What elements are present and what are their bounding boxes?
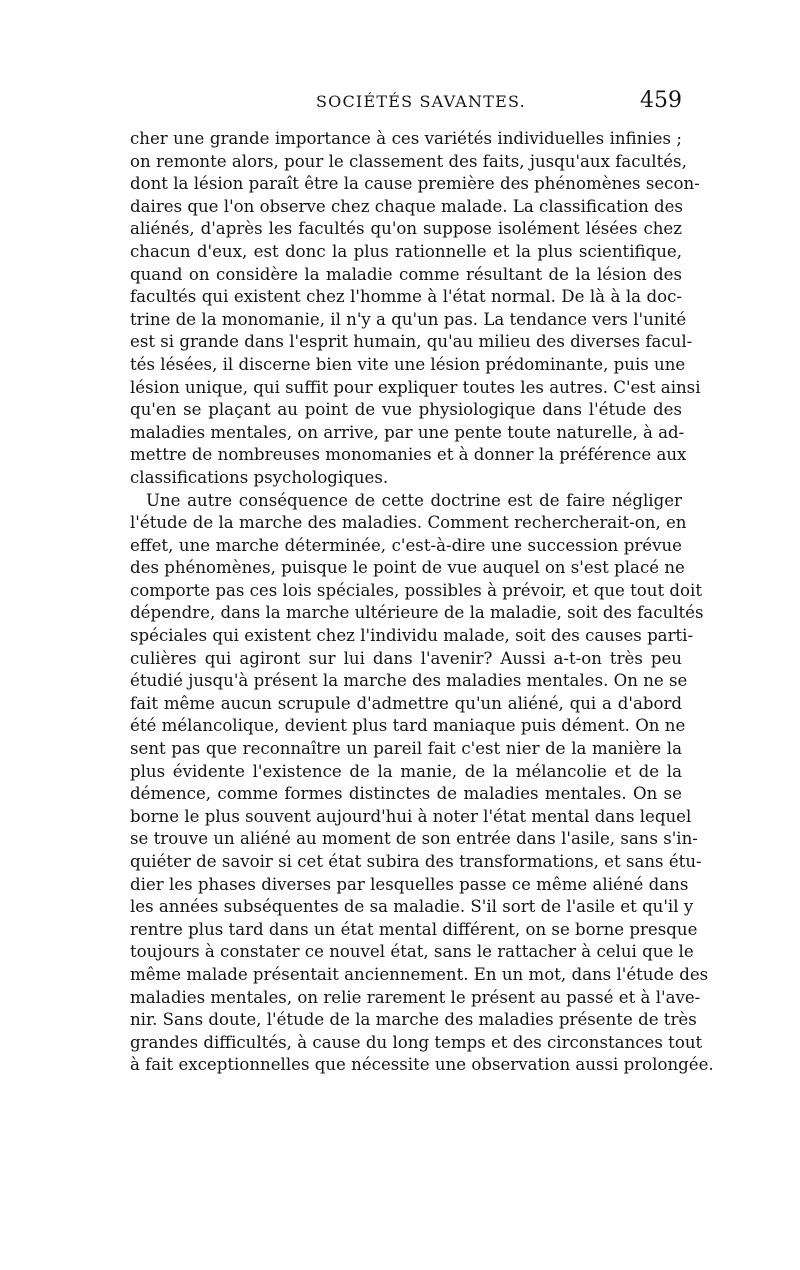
text-line: rentre plus tard dans un état mental différent, on se borne presque <box>130 919 698 939</box>
text-line: maladies mentales, on relie rarement le présent au passé et à l'ave- <box>130 987 701 1007</box>
text-line: des phénomènes, puisque le point de vue auquel on s'est placé ne <box>130 558 685 578</box>
text-line: dont la lésion paraît être la cause première des phénomènes secon- <box>130 174 700 194</box>
text-line: plus évidente l'existence de la manie, de la mélancolie et de la <box>130 761 682 781</box>
text-line: même malade présentait anciennement. En un mot, dans l'étude des <box>130 964 709 984</box>
text-line: on remonte alors, pour le classement des faits, jusqu'aux facultés, <box>130 151 687 171</box>
text-line: se trouve un aliéné au moment de son entrée dans l'asile, sans s'in- <box>130 829 698 849</box>
text-line: trine de la monomanie, il n'y a qu'un pas. La tendance vers l'unité <box>130 309 687 329</box>
paragraph-end-line: classifications psychologiques. <box>130 467 389 487</box>
text-line: aliénés, d'après les facultés qu'on suppose isolément lésées chez <box>130 219 682 239</box>
text-line: nir. Sans doute, l'étude de la marche des maladies présente de très <box>130 1010 697 1030</box>
text-line: dier les phases diverses par lesquelles passe ce même aliéné dans <box>130 874 689 894</box>
text-line: spéciales qui existent chez l'individu malade, soit des causes parti- <box>130 626 694 646</box>
text-line: étudié jusqu'à présent la marche des maladies mentales. On ne se <box>130 671 688 691</box>
text-line: borne le plus souvent aujourd'hui à noter l'état mental dans lequel <box>130 806 692 826</box>
text-line: les années subséquentes de sa maladie. S'il sort de l'asile et qu'il y <box>130 897 694 917</box>
text-line: l'étude de la marche des maladies. Comment rechercherait-on, en <box>130 513 687 533</box>
text-line: fait même aucun scrupule d'admettre qu'un aliéné, qui a d'abord <box>130 693 682 713</box>
text-line: été mélancolique, devient plus tard maniaque puis dément. On ne <box>130 716 686 736</box>
text-line: démence, comme formes distinctes de maladies mentales. On se <box>130 784 682 804</box>
running-head: SOCIÉTÉS SAVANTES. <box>316 92 526 111</box>
text-line: effet, une marche déterminée, c'est-à-dire une succession prévue <box>130 535 682 555</box>
text-line: est si grande dans l'esprit humain, qu'au milieu des diverses facul- <box>130 332 693 352</box>
paragraph-start-line: Une autre conséquence de cette doctrine est de faire négliger <box>146 490 682 510</box>
text-line: quiéter de savoir si cet état subira des transformations, et sans étu- <box>130 852 702 871</box>
text-line: sent pas que reconnaître un pareil fait c'est nier de la manière la <box>130 739 682 759</box>
text-line: mettre de nombreuses monomanies et à donner la préférence aux <box>130 445 687 465</box>
text-line: maladies mentales, on arrive, par une pente toute naturelle, à ad- <box>130 422 685 442</box>
text-line: à fait exceptionnelles que nécessite une observation aussi prolongée. <box>130 1055 714 1075</box>
text-line: quand on considère la maladie comme résultant de la lésion des <box>130 264 682 284</box>
text-line: grandes difficultés, à cause du long temps et des circonstances tout <box>130 1032 703 1052</box>
text-line: facultés qui existent chez l'homme à l'état normal. De là à la doc- <box>130 287 682 307</box>
text-line: daires que l'on observe chez chaque malade. La classification des <box>130 196 684 216</box>
text-line: tés lésées, il discerne bien vite une lésion prédominante, puis une <box>130 354 686 374</box>
text-line: toujours à constater ce nouvel état, sans le rattacher à celui que le <box>130 942 694 962</box>
text-line: cher une grande importance à ces variétés individuelles infinies ; <box>130 129 682 148</box>
text-line: lésion unique, qui suffit pour expliquer toutes les autres. C'est ainsi <box>130 377 701 397</box>
text-line: dépendre, dans la marche ultérieure de la maladie, soit des facultés <box>130 603 704 623</box>
text-line: comporte pas ces lois spéciales, possibles à prévoir, et que tout doit <box>130 580 702 600</box>
body-text <box>130 128 714 1077</box>
text-line: chacun d'eux, est donc la plus rationnelle et la plus scientifique, <box>130 241 682 261</box>
text-line: culières qui agiront sur lui dans l'avenir? Aussi a-t-on très peu <box>130 648 682 668</box>
text-line: qu'en se plaçant au point de vue physiologique dans l'étude des <box>130 400 682 420</box>
page-header <box>130 88 682 118</box>
page-number: 459 <box>640 88 682 113</box>
